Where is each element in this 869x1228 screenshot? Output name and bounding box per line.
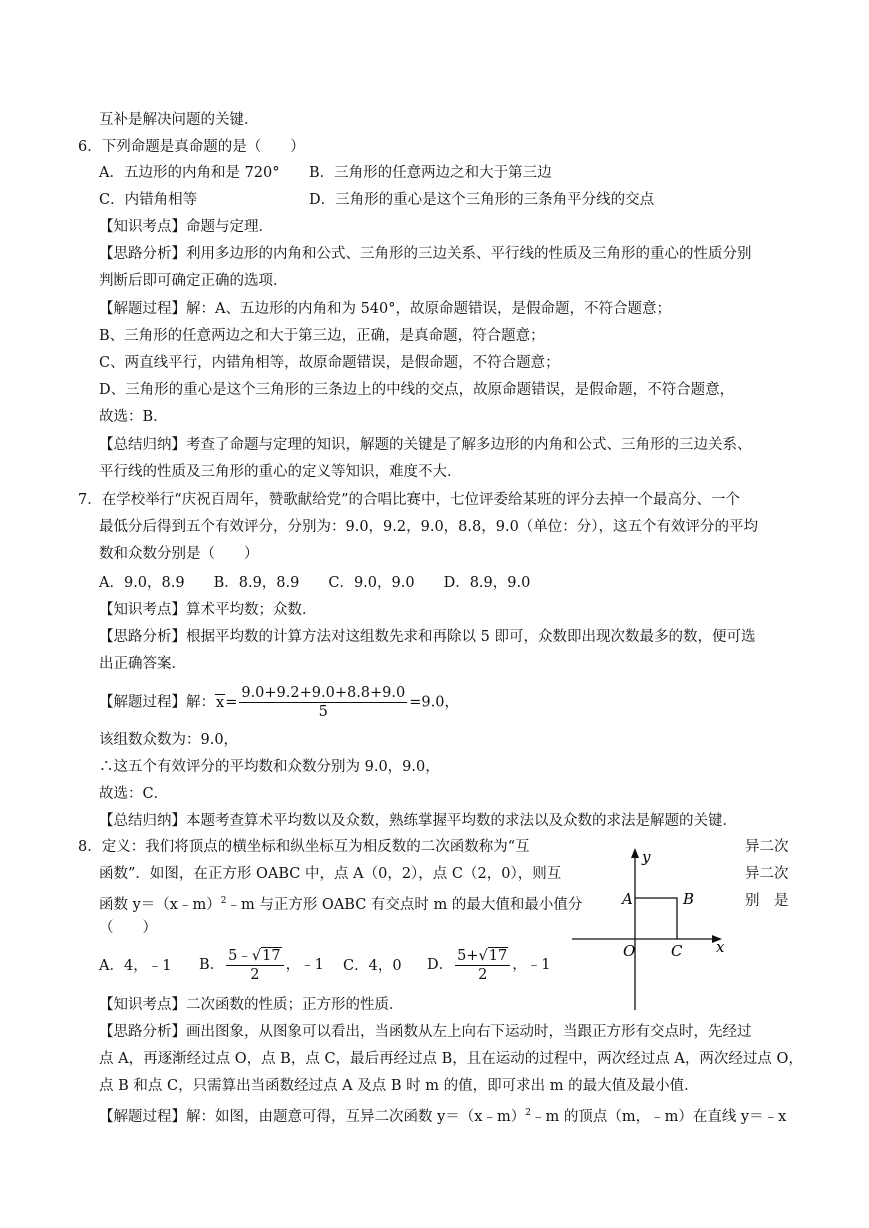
question-7-stem: 7．在学校举行“庆祝百周年，赞歌献给党”的合唱比赛中，七位评委给某班的评分去掉一个最高分、一个 [78, 492, 741, 508]
radicand: 17 [488, 947, 508, 964]
q6-option-c: C．内错角相等 [99, 192, 198, 208]
question-8-stem: （ ） [99, 920, 157, 936]
q7-solution-line: ∴这五个有效评分的平均数和众数分别为 9.0，9.0， [99, 759, 440, 775]
q6-solution-line: 【解题过程】解：A、五边形的内角和为 540°，故原命题错误，是假命题，不符合题意； [99, 301, 672, 317]
point-b-label: B [683, 890, 695, 908]
question-8-stem: 8．定义：我们将顶点的横坐标和纵坐标互为相反数的二次函数称为“互 [78, 839, 530, 855]
x-axis-label: x [716, 938, 725, 956]
solution-text: ﹣m 的顶点（m，﹣m）在直线 y＝﹣x [530, 1109, 787, 1125]
q6-analysis-line: 判断后即可确定正确的选项． [99, 273, 288, 289]
q8-analysis-line: 【思路分析】画出图象，从图象可以看出，当函数从左上向右下运动时，当跟正方形有交点时，先经过 [99, 1024, 752, 1040]
option-tail: ，﹣1 [285, 957, 324, 973]
question-8-stem-right: 别 是 [745, 893, 789, 909]
option-label: B． [199, 957, 225, 973]
point-c-label: C [671, 942, 683, 960]
q6-answer: 故选：B． [99, 409, 168, 425]
question-8-stem: 函数”．如图，在正方形 OABC 中，点 A（0，2），点 C（2，0），则互 [99, 866, 562, 882]
solution-text: 【解题过程】解：如图，由题意可得，互异二次函数 y＝（x﹣m） [99, 1109, 526, 1125]
point-a-label: A [622, 890, 633, 908]
numerator-text: 5﹣ [228, 947, 252, 964]
option-fraction [455, 947, 510, 984]
q6-solution-line: C、两直线平行，内错角相等，故原命题错误，是假命题，不符合题意； [99, 355, 560, 371]
q7-knowledge-point: 【知识考点】算术平均数；众数． [99, 602, 317, 618]
question-8-stem [99, 891, 582, 915]
q8-option-a: A．4，﹣1 [99, 958, 172, 974]
coordinate-figure [570, 842, 730, 1012]
q7-summary: 【总结归纳】本题考查算术平均数以及众数，熟练掌握平均数的求法以及众数的求法是解题的关键． [99, 813, 737, 829]
q7-solution-line: 该组数众数为：9.0， [99, 732, 239, 748]
q6-option-b: B．三角形的任意两边之和大于第三边 [309, 165, 552, 181]
q8-solution-line [99, 1103, 786, 1127]
fraction-denominator: 2 [478, 966, 488, 983]
text-line: 互补是解决问题的关键． [99, 112, 259, 128]
origin-label: O [623, 942, 636, 960]
fraction-numerator [455, 947, 510, 966]
q7-analysis-line: 【思路分析】根据平均数的计算方法对这组数先求和再除以 5 即可，众数即出现次数最多的数，便可选 [99, 629, 756, 645]
question-8-stem-right: 异二次 [745, 866, 789, 882]
q6-knowledge-point: 【知识考点】命题与定理． [99, 219, 273, 235]
q6-solution-line: D、三角形的重心是这个三角形的三条边上的中线的交点，故原命题错误，是假命题，不符合题意， [99, 382, 735, 398]
question-8-stem-right: 异二次 [745, 839, 789, 855]
q8-option-d [427, 941, 550, 989]
q7-options: A．9.0，8.9 B．8.9，8.9 C．9.0，9.0 D．8.9，9.0 [99, 575, 531, 591]
q7-result: =9.0， [409, 694, 459, 711]
radicand: 17 [262, 947, 281, 964]
option-tail: ，﹣1 [512, 957, 551, 973]
q6-solution-line: B、三角形的任意两边之和大于第三边，正确，是真命题，符合题意； [99, 328, 545, 344]
q7-solution-prefix: 【解题过程】解： [99, 694, 215, 711]
sqrt-symbol: √17 [478, 947, 508, 964]
option-label: D． [427, 957, 454, 973]
q6-option-d: D．三角形的重心是这个三角形的三条角平分线的交点 [309, 192, 655, 208]
q8-option-c: C．4，0 [343, 958, 402, 974]
q6-summary-line: 平行线的性质及三角形的重心的定义等知识，难度不大． [99, 464, 462, 480]
q8-analysis-line: 点 A，再逐渐经过点 O，点 B，点 C，最后再经过点 B，且在运动的过程中，两次经过点 A，两次经过点 O， [99, 1051, 803, 1067]
q8-knowledge-point: 【知识考点】二次函数的性质；正方形的性质． [99, 997, 404, 1013]
question-7-stem: 数和众数分别是（ ） [99, 546, 259, 562]
exponent: 2 [220, 896, 227, 906]
mean-fraction [239, 684, 407, 721]
y-axis-label: y [642, 848, 651, 866]
q7-answer: 故选：C． [99, 786, 169, 802]
stem-text: 函数 y＝（x﹣m） [99, 897, 221, 913]
q8-analysis-line: 点 B 和点 C，只需算出当函数经过点 A 及点 B 时 m 的值，即可求出 m 的最大值及最小值． [99, 1078, 699, 1094]
question-7-stem: 最低分后得到五个有效评分，分别为：9.0，9.2，9.0，8.8，9.0（单位：分），这五个有效评分的平均 [99, 519, 759, 535]
numerator-text: 5+ [457, 947, 479, 964]
mean-symbol: x [216, 694, 225, 711]
fraction-denominator: 2 [250, 966, 260, 983]
question-6-stem: 6．下列命题是真命题的是（ ） [78, 139, 305, 155]
q6-summary-line: 【总结归纳】考查了命题与定理的知识，解题的关键是了解多边形的内角和公式、三角形的三边关系、 [99, 437, 752, 453]
q8-option-b [199, 941, 324, 989]
fraction-numerator: 9.0+9.2+9.0+8.8+9.0 [241, 685, 406, 701]
y-axis-arrow [631, 848, 639, 858]
option-fraction [226, 947, 283, 984]
sqrt-symbol: √17 [251, 947, 281, 964]
fraction-numerator [226, 947, 283, 966]
q6-option-a: A．五边形的内角和是 720° [99, 165, 280, 181]
fraction-denominator: 5 [318, 704, 328, 720]
exponent: 2 [525, 1108, 531, 1118]
square-oabc [635, 898, 677, 939]
q6-analysis-line: 【思路分析】利用多边形的内角和公式、三角形的三边关系、平行线的性质及三角形的重心的性质分别 [99, 246, 752, 262]
q7-solution-formula: 【解题过程】解：x= $\frac{9.0+9.2+9.0+8.8+9.0}{5}$ =9.0， [99, 685, 459, 720]
stem-text: ﹣m 与正方形 OABC 有交点时 m 的最大值和最小值分 [226, 897, 583, 913]
q7-analysis-line: 出正确答案． [99, 656, 186, 672]
